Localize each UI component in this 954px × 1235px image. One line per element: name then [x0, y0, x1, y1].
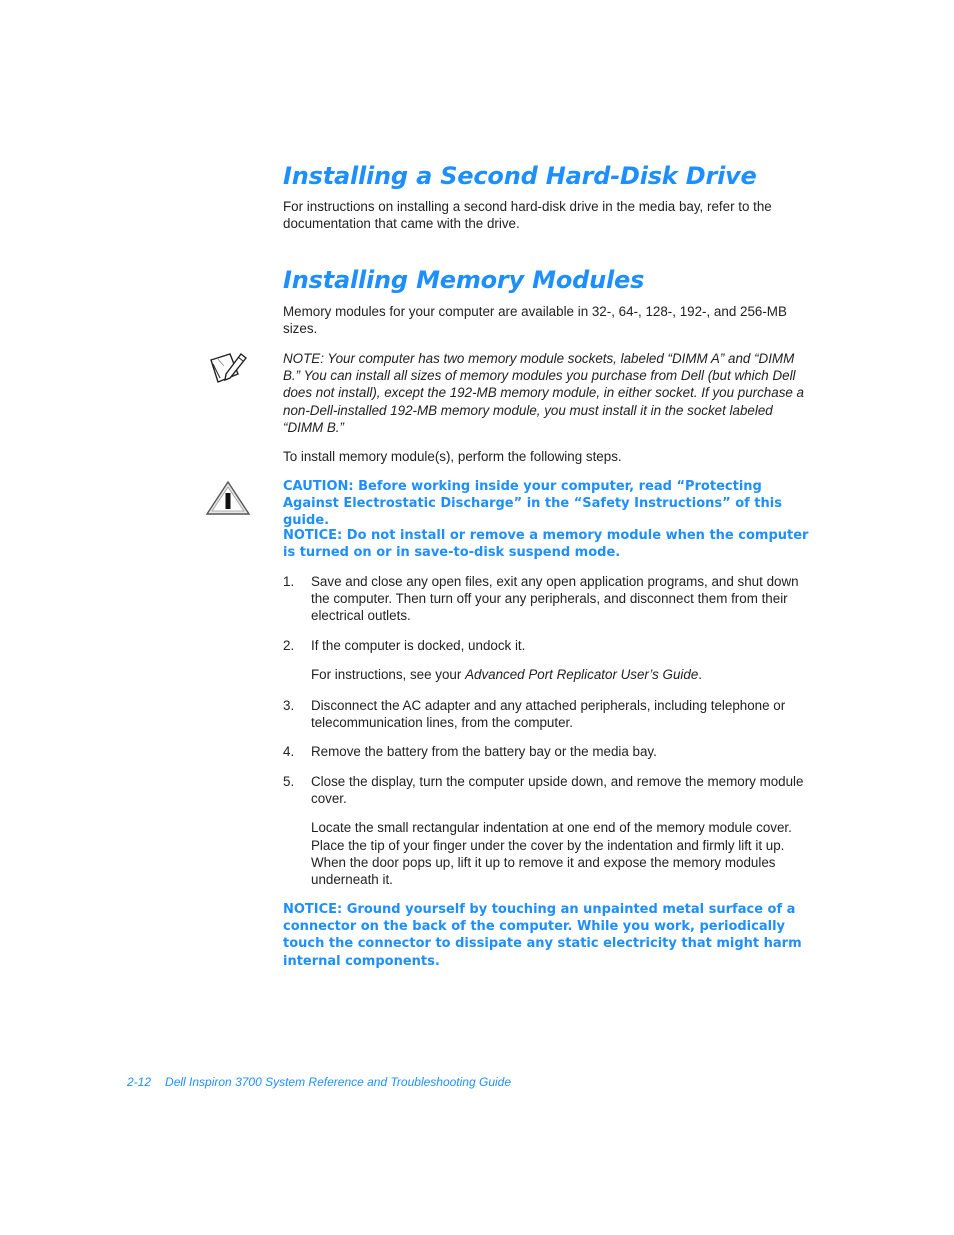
section-second-hard-disk [283, 162, 813, 190]
step-1 [283, 573, 813, 625]
steps-list-2 [283, 637, 813, 683]
steps-list [283, 573, 813, 625]
step-3-text: Disconnect the AC adapter and any attached peripherals, including telephone or telecommunication lines, from the computer. [311, 698, 786, 731]
notice-block-1 [283, 527, 813, 561]
notice-block-2 [283, 901, 813, 970]
step-4 [283, 743, 813, 760]
para-hard-disk: For instructions on installing a second hard-disk drive in the media bay, refer to the documentation that came with the drive. [283, 199, 772, 232]
para-memory-intro: Memory modules for your computer are available in 32-, 64-, 128-, 192-, and 256-MB sizes. [283, 304, 787, 337]
step-3-number: 3. [283, 698, 295, 713]
step-5 [283, 773, 813, 888]
step-3 [283, 697, 813, 731]
step-2-sub [311, 666, 813, 683]
para-steps-lead: To install memory module(s), perform the following steps. [283, 449, 622, 464]
step-4-number: 4. [283, 744, 295, 759]
caution-block [283, 478, 813, 530]
footer-title: Dell Inspiron 3700 System Reference and Troubleshooting Guide [165, 1075, 512, 1089]
heading-second-hard-disk: Installing a Second Hard-Disk Drive [283, 162, 757, 190]
steps-list-3 [283, 697, 813, 731]
note-pencil-icon [208, 350, 248, 393]
step-1-number: 1. [283, 574, 295, 589]
para-memory-intro-wrap [283, 303, 813, 337]
caution-text: CAUTION: Before working inside your computer, read “Protecting Against Electrostatic Discharge” in the “Safety Instructions” of this guide. [283, 479, 782, 529]
note-block [283, 350, 813, 436]
note-text: NOTE: Your computer has two memory module sockets, labeled “DIMM A” and “DIMM B.” You can install all sizes of memory modules you purchase from Dell (but which Dell does not install), except the 192-MB memory module, in either socket. If you purchase a non-Dell-installed 192-MB memory module, you must install it in the socket labeled “DIMM B.” [283, 351, 805, 435]
steps-list-5 [283, 773, 813, 888]
step-4-text: Remove the battery from the battery bay or the media bay. [311, 744, 657, 759]
step-2-number: 2. [283, 638, 295, 653]
page-footer [127, 1075, 511, 1089]
page-number: 2-12 [127, 1075, 152, 1089]
para-hard-disk-wrap [283, 198, 813, 232]
step-5-sub: Locate the small rectangular indentation at one end of the memory module cover. Place the tip of your finger under the cover by the indentation and firmly lift it up. When the door pops up, lift it up to remove it and expose the memory modules underneath it. [311, 820, 792, 888]
steps-list-4 [283, 743, 813, 760]
caution-triangle-icon [205, 480, 251, 521]
section-memory-modules [283, 266, 813, 294]
heading-memory-modules: Installing Memory Modules [283, 266, 645, 294]
step-5-number: 5. [283, 774, 295, 789]
step-5-text: Close the display, turn the computer upside down, and remove the memory module cover. [311, 774, 804, 807]
step-2-text: If the computer is docked, undock it. [311, 638, 526, 653]
step-2-sub-prefix: For instructions, see your [311, 667, 466, 683]
step-2-sub-suffix: . [698, 667, 703, 683]
notice-text-2: NOTICE: Ground yourself by touching an unpainted metal surface of a connector on the back of the computer. While you work, periodically touch the connector to dissipate any static electricity that might harm internal components. [283, 902, 802, 969]
notice-text-1: NOTICE: Do not install or remove a memory module when the computer is turned on or in save-to-disk suspend mode. [283, 528, 809, 561]
para-steps-lead-wrap [283, 448, 813, 465]
step-2 [283, 637, 813, 683]
step-1-text: Save and close any open files, exit any open application programs, and shut down the computer. Then turn off your any peripherals, and disconnect them from their electrical outlets. [311, 574, 799, 624]
step-2-sub-guide-title: Advanced Port Replicator User’s Guide [465, 667, 699, 683]
